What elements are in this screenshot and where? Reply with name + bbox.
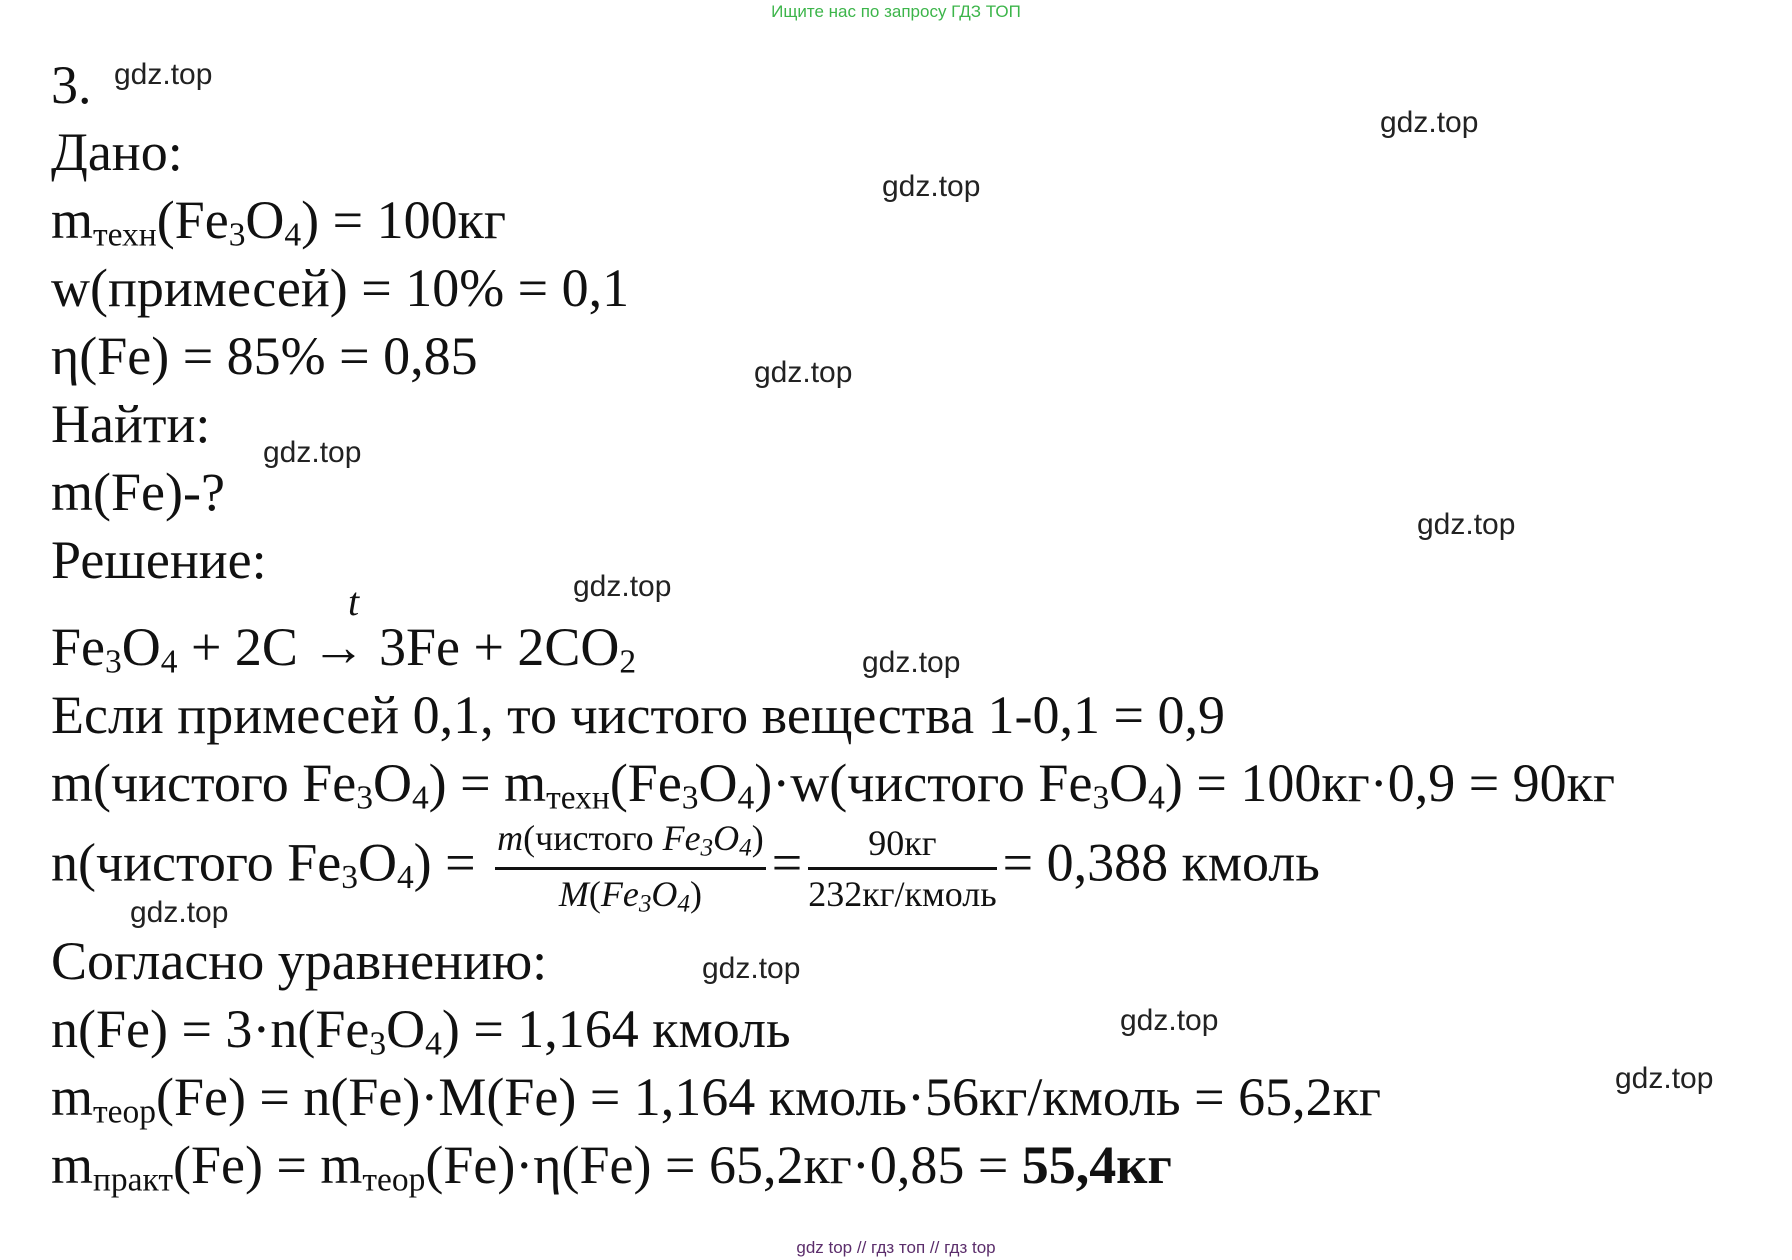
theoretical-mass: $m_{теор}(Fe) = n(Fe)\cdot M(Fe) = 1,164$ кмоль·56кг/кмоль = 65,2кг xyxy=(51,1067,1382,1131)
fraction-mass-over-molar: $\frac{\text{m(чистого Fe3O4)}}{M(Fe3O4)}$ xyxy=(497,818,764,918)
temperature-mark: t xyxy=(348,579,360,624)
iron-moles: $n(Fe) = 3\cdot n(Fe_3O_4) = 1,164$ кмоль xyxy=(51,999,791,1063)
find-target: m(Fe)-? xyxy=(51,462,225,522)
watermark: gdz.top xyxy=(882,170,981,203)
problem-number: 3. xyxy=(51,55,92,115)
watermark: gdz.top xyxy=(1120,1004,1219,1037)
watermark: gdz.top xyxy=(573,570,672,603)
footer-link[interactable]: гдз top xyxy=(944,1238,996,1257)
given-impurity: w(примесей) = 10% = 0,1 xyxy=(51,258,630,318)
practical-mass: $m_{практ}(Fe) = m_{теор}(Fe)\cdot\eta(Fe) = 65,2кг\cdot 0,85 = 55,4кг$ xyxy=(51,1135,1172,1199)
watermark: gdz.top xyxy=(1615,1062,1714,1095)
find-heading: Найти: xyxy=(51,394,211,454)
moles-calc: n(чистого $Fe_3O_4$) = $\frac{\text{m(чистого Fe3O4)}}{M(Fe3O4)}$ = $\frac{90кг}{\text{232кг/кмоль}}$ = 0,388 кмоль xyxy=(51,818,1320,918)
top-banner[interactable]: Ищите нас по запросу ГДЗ ТОП xyxy=(771,2,1021,21)
watermark: gdz.top xyxy=(702,952,801,985)
watermark: gdz.top xyxy=(114,58,213,91)
fraction-numeric: $\frac{90кг}{\text{232кг/кмоль}}$ xyxy=(808,822,997,914)
according-heading: Согласно уравнению: xyxy=(51,931,548,991)
reaction-equation: $Fe_3O_4 + 2C \to 3Fe + 2CO_2$ xyxy=(51,617,637,681)
watermark: gdz.top xyxy=(1417,508,1516,541)
watermark: gdz.top xyxy=(1380,106,1479,139)
watermark: gdz.top xyxy=(862,646,961,679)
final-answer: 55,4кг xyxy=(1021,1135,1172,1195)
pure-fraction-text: Если примесей 0,1, то чистого вещества 1-0,1 = 0,9 xyxy=(51,685,1225,745)
pure-mass-calc: m(чистого $Fe_3O_4$) = $m_{техн}(Fe_3O_4)\cdot w(чистого$ $Fe_3O_4) = 100кг\cdot 0,9 = 90кг$ xyxy=(51,753,1616,817)
given-mass: $m_{техн}(Fe_3O_4) = 100кг$ xyxy=(51,190,506,254)
solution-heading: Решение: xyxy=(51,530,267,590)
watermark: gdz.top xyxy=(754,356,853,389)
footer-links: gdz top // гдз топ // гдз top xyxy=(796,1238,996,1257)
watermark: gdz.top xyxy=(263,436,362,469)
footer-link[interactable]: гдз топ xyxy=(871,1238,926,1257)
given-yield: η(Fe) = 85% = 0,85 xyxy=(51,326,478,386)
watermark: gdz.top xyxy=(130,896,229,929)
given-heading: Дано: xyxy=(51,122,183,182)
footer-link[interactable]: gdz top xyxy=(796,1238,853,1257)
